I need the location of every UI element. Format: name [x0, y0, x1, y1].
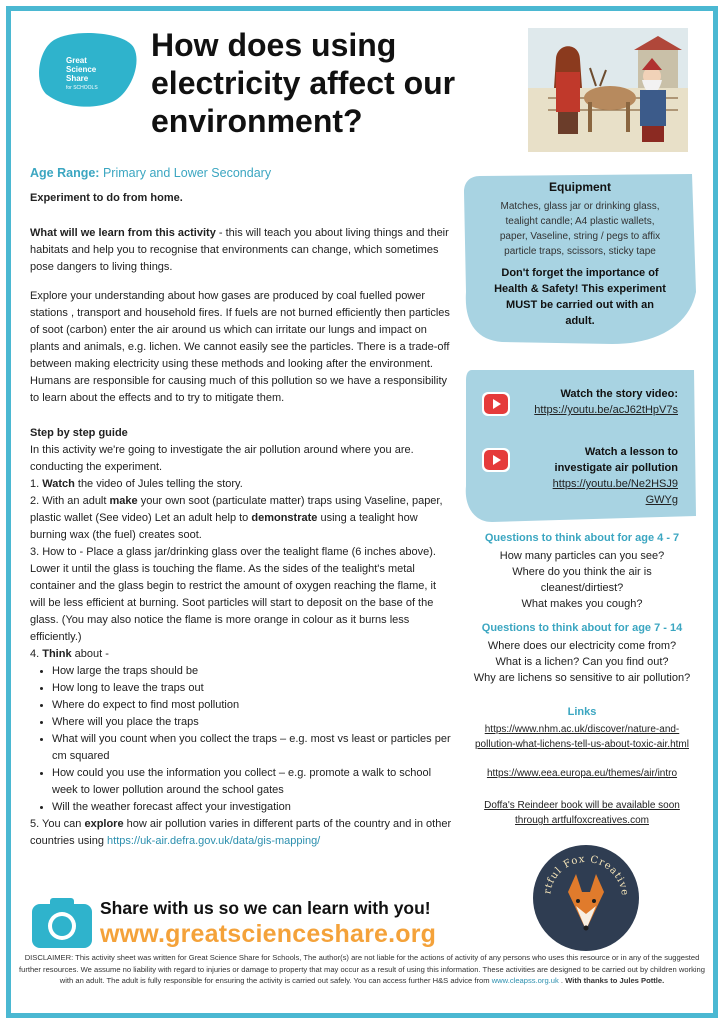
step-keyword: make	[109, 495, 138, 507]
think-list	[30, 663, 454, 816]
safety-warning: Don't forget the importance of Health & Safety! This experiment MUST be carried out with an adult.	[494, 267, 666, 327]
share-heading: Share with us so we can learn with you!	[100, 898, 431, 918]
eea-link[interactable]: https://www.eea.europa.eu/themes/air/intro	[486, 768, 678, 779]
question-item: How many particles can you see?	[499, 550, 665, 562]
disclaimer-text: DISCLAIMER: This activity sheet was written for Great Science Share for Schools, The author(s) are not liable for the actions of activity of any persons who uses this resource or in any of the suggested further resources. We assume no liability with regard to injuries or damage to property that may occur as a result of using this information. These activities are designed to be carried out by children working with an adult. The adult is fully responsible for ensuring the activity is carried out safely. You can access further H&S advice from	[18, 953, 706, 985]
thanks-text: With thanks to Jules Pottle.	[565, 976, 665, 985]
step-text: how air pollution varies in different parts of the country and in other countries using	[30, 818, 452, 847]
question-item: cleanest/dirtiest?	[540, 582, 624, 594]
step-text: 5. You can	[30, 818, 85, 830]
question-item: Where do you think the air is	[512, 566, 652, 578]
question-item: What is a lichen? Can you find out?	[495, 656, 669, 668]
question-item: Why are lichens so sensitive to air pollution?	[473, 672, 691, 684]
doffa-line[interactable]: Doffa's Reindeer book will be available soon	[484, 800, 680, 811]
step-text: about -	[71, 648, 109, 660]
equipment-heading: Equipment	[549, 180, 611, 194]
step-text: 1.	[30, 478, 43, 490]
lesson-video-link[interactable]: https://youtu.be/Ne2HSJ9	[552, 478, 678, 490]
step-5	[30, 816, 454, 850]
logo-text: for SCHOOLS	[66, 85, 98, 91]
step-text: 2. With an adult	[30, 495, 110, 507]
story-video-link[interactable]: https://youtu.be/acJ62tHpV7s	[534, 404, 678, 416]
cleapss-link[interactable]: www.cleapss.org.uk	[491, 976, 559, 985]
age-range	[30, 165, 454, 182]
video-panel	[462, 366, 698, 524]
guide-heading	[30, 425, 454, 442]
question-item: What makes you cough?	[521, 598, 643, 610]
step-4	[30, 646, 454, 663]
camera-icon	[32, 896, 92, 948]
logo-text: Great	[66, 56, 87, 65]
step-keyword: demonstrate	[251, 512, 318, 524]
youtube-icon[interactable]	[482, 390, 510, 418]
learn-paragraph	[30, 225, 454, 276]
list-item: • Will the weather forecast affect your investigation	[52, 799, 454, 816]
story-video-title: Watch the story video:	[560, 388, 678, 400]
step-text: the video of Jules telling the story.	[74, 478, 243, 490]
guide-heading-text: Step by step guide	[30, 427, 128, 439]
question-item: Where does our electricity come from?	[487, 640, 677, 652]
step-text: using a tealight how burning wax (the fuel) creates soot.	[30, 512, 418, 541]
lesson-video	[518, 444, 678, 508]
main-content	[30, 165, 454, 850]
youtube-icon[interactable]	[482, 446, 510, 474]
questions-heading-7-14: Questions to think about for age 7 - 14	[481, 622, 683, 634]
gis-mapping-link[interactable]: https://uk-air.defra.gov.uk/data/gis-mapping/	[107, 835, 321, 847]
equipment-panel	[462, 172, 698, 347]
guide-intro: In this activity we're going to investigate the air pollution around where you are. conducting the experiment.	[30, 444, 414, 473]
nhm-link[interactable]	[466, 722, 698, 752]
list-item: • How could you use the information you collect – e.g. promote a walk to school week to lower pollution around the school gates	[52, 765, 454, 799]
step-keyword: explore	[84, 818, 124, 830]
doffa-line[interactable]: through artfulfoxcreatives.com	[515, 815, 649, 826]
fox-logo-text: rtful Fox Creative	[542, 853, 631, 897]
disclaimer-sep: .	[558, 976, 566, 985]
list-item: • Where will you place the traps	[52, 714, 454, 731]
age-range-value: Primary and Lower Secondary	[102, 166, 272, 180]
questions-list-4-7	[466, 548, 698, 612]
logo-text: Share	[66, 74, 89, 83]
nhm-link-line[interactable]: pollution-what-lichens-tell-us-about-toxic-air.html	[475, 739, 689, 750]
step-1	[30, 476, 454, 493]
questions-heading-4-7: Questions to think about for age 4 - 7	[484, 532, 680, 544]
lesson-video-title: investigate air pollution	[554, 462, 678, 474]
list-item: • How long to leave the traps out	[52, 680, 454, 697]
step-keyword: Think	[42, 648, 72, 660]
list-item: • Where do expect to find most pollution	[52, 697, 454, 714]
logo-text: Science	[66, 65, 97, 74]
page-title: How does using electricity affect our environment?	[151, 27, 456, 139]
doffa-book-note[interactable]	[466, 798, 698, 828]
links-heading: Links	[567, 706, 597, 718]
story-video	[518, 386, 678, 418]
step-3: 3. How to - Place a glass jar/drinking glass over the tealight flame (6 inches above). Lower it until the glass is touching the flame. As the sides of the tealight's metal container and the glass begin to restrict the amount of oxygen reaching the flame, it will be less efficient at burning. Soot particles will start to deposit on the base of the glass. (You may also notice the flame is more orange in colour as it burns less efficiently.)	[30, 546, 437, 643]
nhm-link-line[interactable]: https://www.nhm.ac.uk/discover/nature-and-	[484, 724, 680, 735]
experiment-heading: Experiment to do from home.	[30, 192, 183, 204]
explore-paragraph: Explore your understanding about how gases are produced by coal fuelled power stations , transport and household fires. If fuels are not burned efficiently then particles of soot (carbon) enter the air around us which can irritate our lungs and impact on plants and animals, e.g. lichen. We cannot easily see the particles. There is a trade-off between making electricity using these methods and looking after the environment. Humans are responsible for causing much of this pollution so we have a responsibility to learn about the effects and to try to mitigate them.	[30, 290, 450, 404]
age-range-label: Age Range:	[30, 166, 100, 180]
lesson-video-title: Watch a lesson to	[584, 446, 678, 458]
questions-list-7-14	[466, 638, 698, 686]
lesson-video-link[interactable]: GWYg	[645, 494, 678, 506]
step-keyword: Watch	[42, 478, 75, 490]
website-link[interactable]: www.greatscienceshare.org	[100, 920, 437, 948]
story-illustration	[528, 28, 688, 152]
equipment-list: Matches, glass jar or drinking glass, tealight candle; A4 plastic wallets, paper, Vaseline, string / pegs to affix particle traps, scissors, sticky tape	[499, 201, 661, 257]
step-2	[30, 493, 454, 544]
list-item: • How large the traps should be	[52, 663, 454, 680]
disclaimer	[18, 952, 706, 987]
learn-heading: What will we learn from this activity	[30, 227, 216, 239]
great-science-share-logo	[34, 30, 140, 110]
step-text: your own soot (particulate matter) traps using Vaseline, paper, plastic wallet (See video) Let an adult help to	[30, 495, 443, 524]
learn-text: - this will teach you about living things and their habitats and help you to recognise that environments can change, which sometimes pose dangers to living things.	[30, 227, 449, 273]
list-item: • What will you count when you collect the traps – e.g. most vs least or particles per cm squared	[52, 731, 454, 765]
artful-fox-logo	[532, 844, 640, 952]
step-text: 4.	[30, 648, 43, 660]
